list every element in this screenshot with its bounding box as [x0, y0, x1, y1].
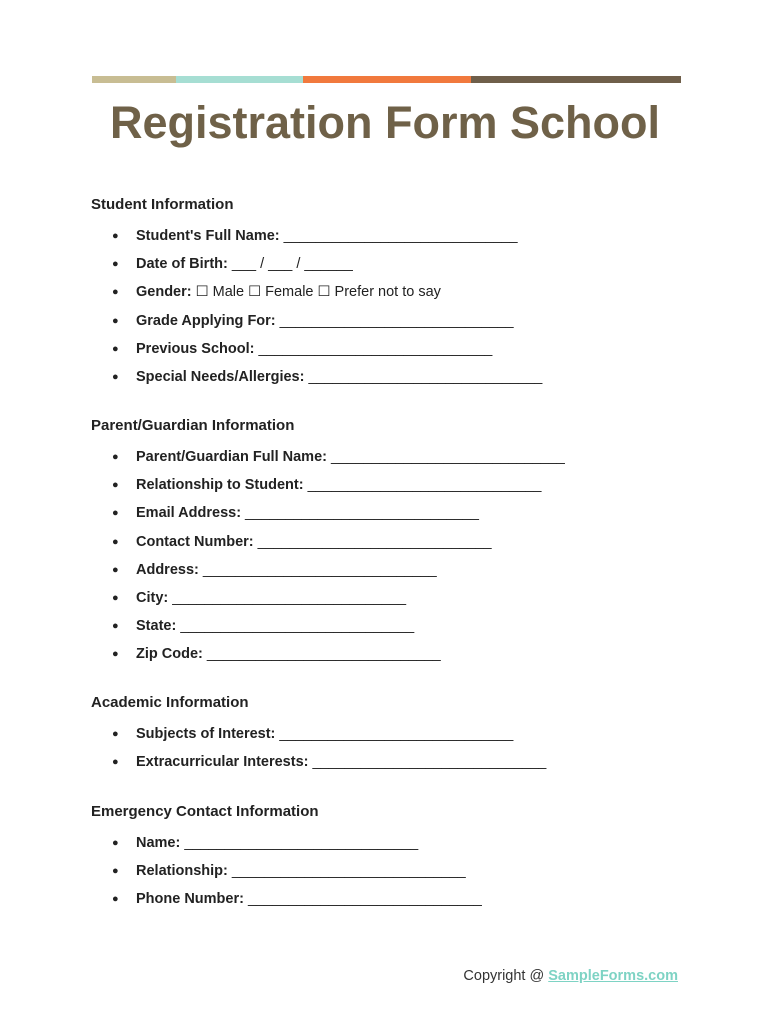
field-blank[interactable]: _____________________________ [198, 561, 437, 578]
bullet-icon: ● [112, 620, 119, 633]
field-zip-code[interactable] [91, 645, 711, 673]
field-blank[interactable]: _____________________________ [275, 312, 514, 329]
copyright-prefix: Copyright @ [463, 968, 549, 984]
bullet-icon: ● [112, 314, 119, 327]
header-color-bar [92, 76, 681, 83]
color-bar-segment-3 [303, 76, 471, 83]
field-blank[interactable]: _____________________________ [304, 368, 543, 385]
section-parent-guardian-information [91, 417, 711, 674]
field-label: Contact Number: [136, 533, 254, 550]
bullet-icon: ● [112, 370, 119, 383]
field-label: Special Needs/Allergies: [136, 368, 305, 385]
section-heading: Parent/Guardian Information [91, 417, 295, 434]
field-label: Date of Birth: [136, 256, 228, 273]
section-heading: Student Information [91, 196, 234, 213]
field-label: State: [136, 618, 177, 635]
field-label: Parent/Guardian Full Name: [136, 449, 327, 465]
field-label: Relationship: [136, 863, 228, 880]
color-bar-segment-2 [176, 76, 303, 83]
field-list [91, 448, 711, 674]
page-title: Registration Form School [109, 97, 661, 148]
bullet-icon: ● [112, 591, 119, 604]
bullet-icon: ● [112, 507, 119, 520]
gender-options[interactable]: ☐ Male ☐ Female ☐ Prefer not to say [191, 284, 441, 301]
field-label: Email Address: [136, 505, 242, 522]
field-contact-number[interactable] [91, 533, 711, 561]
bullet-icon: ● [112, 258, 119, 271]
section-heading: Emergency Contact Information [91, 803, 319, 820]
footer-copyright [463, 968, 678, 984]
field-emergency-phone-number[interactable] [91, 890, 711, 918]
field-blank[interactable]: _____________________________ [241, 505, 479, 522]
color-bar-segment-1 [92, 76, 176, 83]
field-blank[interactable]: _____________________________ [326, 449, 565, 465]
field-blank[interactable]: _____________________________ [227, 863, 466, 880]
field-emergency-name[interactable] [91, 834, 711, 862]
field-blank[interactable]: _____________________________ [279, 228, 518, 244]
field-parent-guardian-full-name[interactable] [91, 448, 711, 476]
section-student-information [91, 196, 711, 396]
brand-link[interactable]: SampleForms.com [548, 968, 678, 984]
field-label: Relationship to Student: [136, 477, 304, 494]
field-blank[interactable]: _____________________________ [254, 340, 493, 357]
section-heading: Academic Information [91, 694, 249, 711]
bullet-icon: ● [112, 728, 119, 740]
section-academic-information [91, 694, 711, 781]
field-label: Grade Applying For: [136, 312, 276, 329]
field-label: Gender: [136, 284, 192, 301]
field-address[interactable] [91, 561, 711, 589]
field-email-address[interactable] [91, 504, 711, 532]
field-label: Subjects of Interest: [136, 726, 276, 742]
field-subjects-of-interest[interactable] [91, 725, 711, 753]
bullet-icon: ● [112, 837, 119, 849]
field-label: Address: [136, 561, 199, 578]
bullet-icon: ● [112, 865, 119, 878]
field-list [91, 834, 711, 919]
field-label: City: [136, 589, 169, 606]
field-blank[interactable]: _____________________________ [176, 618, 415, 635]
bullet-icon: ● [112, 563, 119, 576]
field-gender[interactable] [91, 283, 711, 311]
color-bar-segment-4 [471, 76, 681, 83]
bullet-icon: ● [112, 535, 119, 548]
field-label: Phone Number: [136, 891, 244, 908]
field-state[interactable] [91, 617, 711, 645]
field-blank[interactable]: _____________________________ [275, 726, 514, 742]
bullet-icon: ● [112, 479, 119, 492]
field-blank[interactable]: _____________________________ [303, 477, 542, 494]
bullet-icon: ● [112, 756, 119, 769]
bullet-icon: ● [112, 451, 119, 463]
field-special-needs-allergies[interactable] [91, 368, 711, 396]
field-emergency-relationship[interactable] [91, 862, 711, 890]
field-list [91, 227, 711, 396]
field-list [91, 725, 711, 781]
field-relationship-to-student[interactable] [91, 476, 711, 504]
field-blank[interactable]: _____________________________ [308, 754, 547, 771]
field-label: Previous School: [136, 340, 255, 357]
field-blank[interactable]: _____________________________ [253, 533, 492, 550]
bullet-icon: ● [112, 648, 119, 661]
field-label: Zip Code: [136, 646, 203, 663]
bullet-icon: ● [112, 286, 119, 299]
field-city[interactable] [91, 589, 711, 617]
field-label: Student's Full Name: [136, 228, 280, 244]
field-label: Extracurricular Interests: [136, 754, 309, 771]
field-blank[interactable]: ___ / ___ / ______ [227, 256, 353, 273]
field-previous-school[interactable] [91, 340, 711, 368]
field-blank[interactable]: _____________________________ [168, 589, 407, 606]
field-extracurricular-interests[interactable] [91, 753, 711, 781]
field-grade-applying-for[interactable] [91, 312, 711, 340]
bullet-icon: ● [112, 342, 119, 355]
field-label: Name: [136, 835, 181, 851]
bullet-icon: ● [112, 230, 119, 242]
bullet-icon: ● [112, 893, 119, 906]
field-blank[interactable]: _____________________________ [202, 646, 441, 663]
field-blank[interactable]: _____________________________ [243, 891, 482, 908]
field-date-of-birth[interactable] [91, 255, 711, 283]
field-blank[interactable]: _____________________________ [180, 835, 419, 851]
section-emergency-contact-information [91, 803, 711, 919]
field-students-full-name[interactable] [91, 227, 711, 255]
